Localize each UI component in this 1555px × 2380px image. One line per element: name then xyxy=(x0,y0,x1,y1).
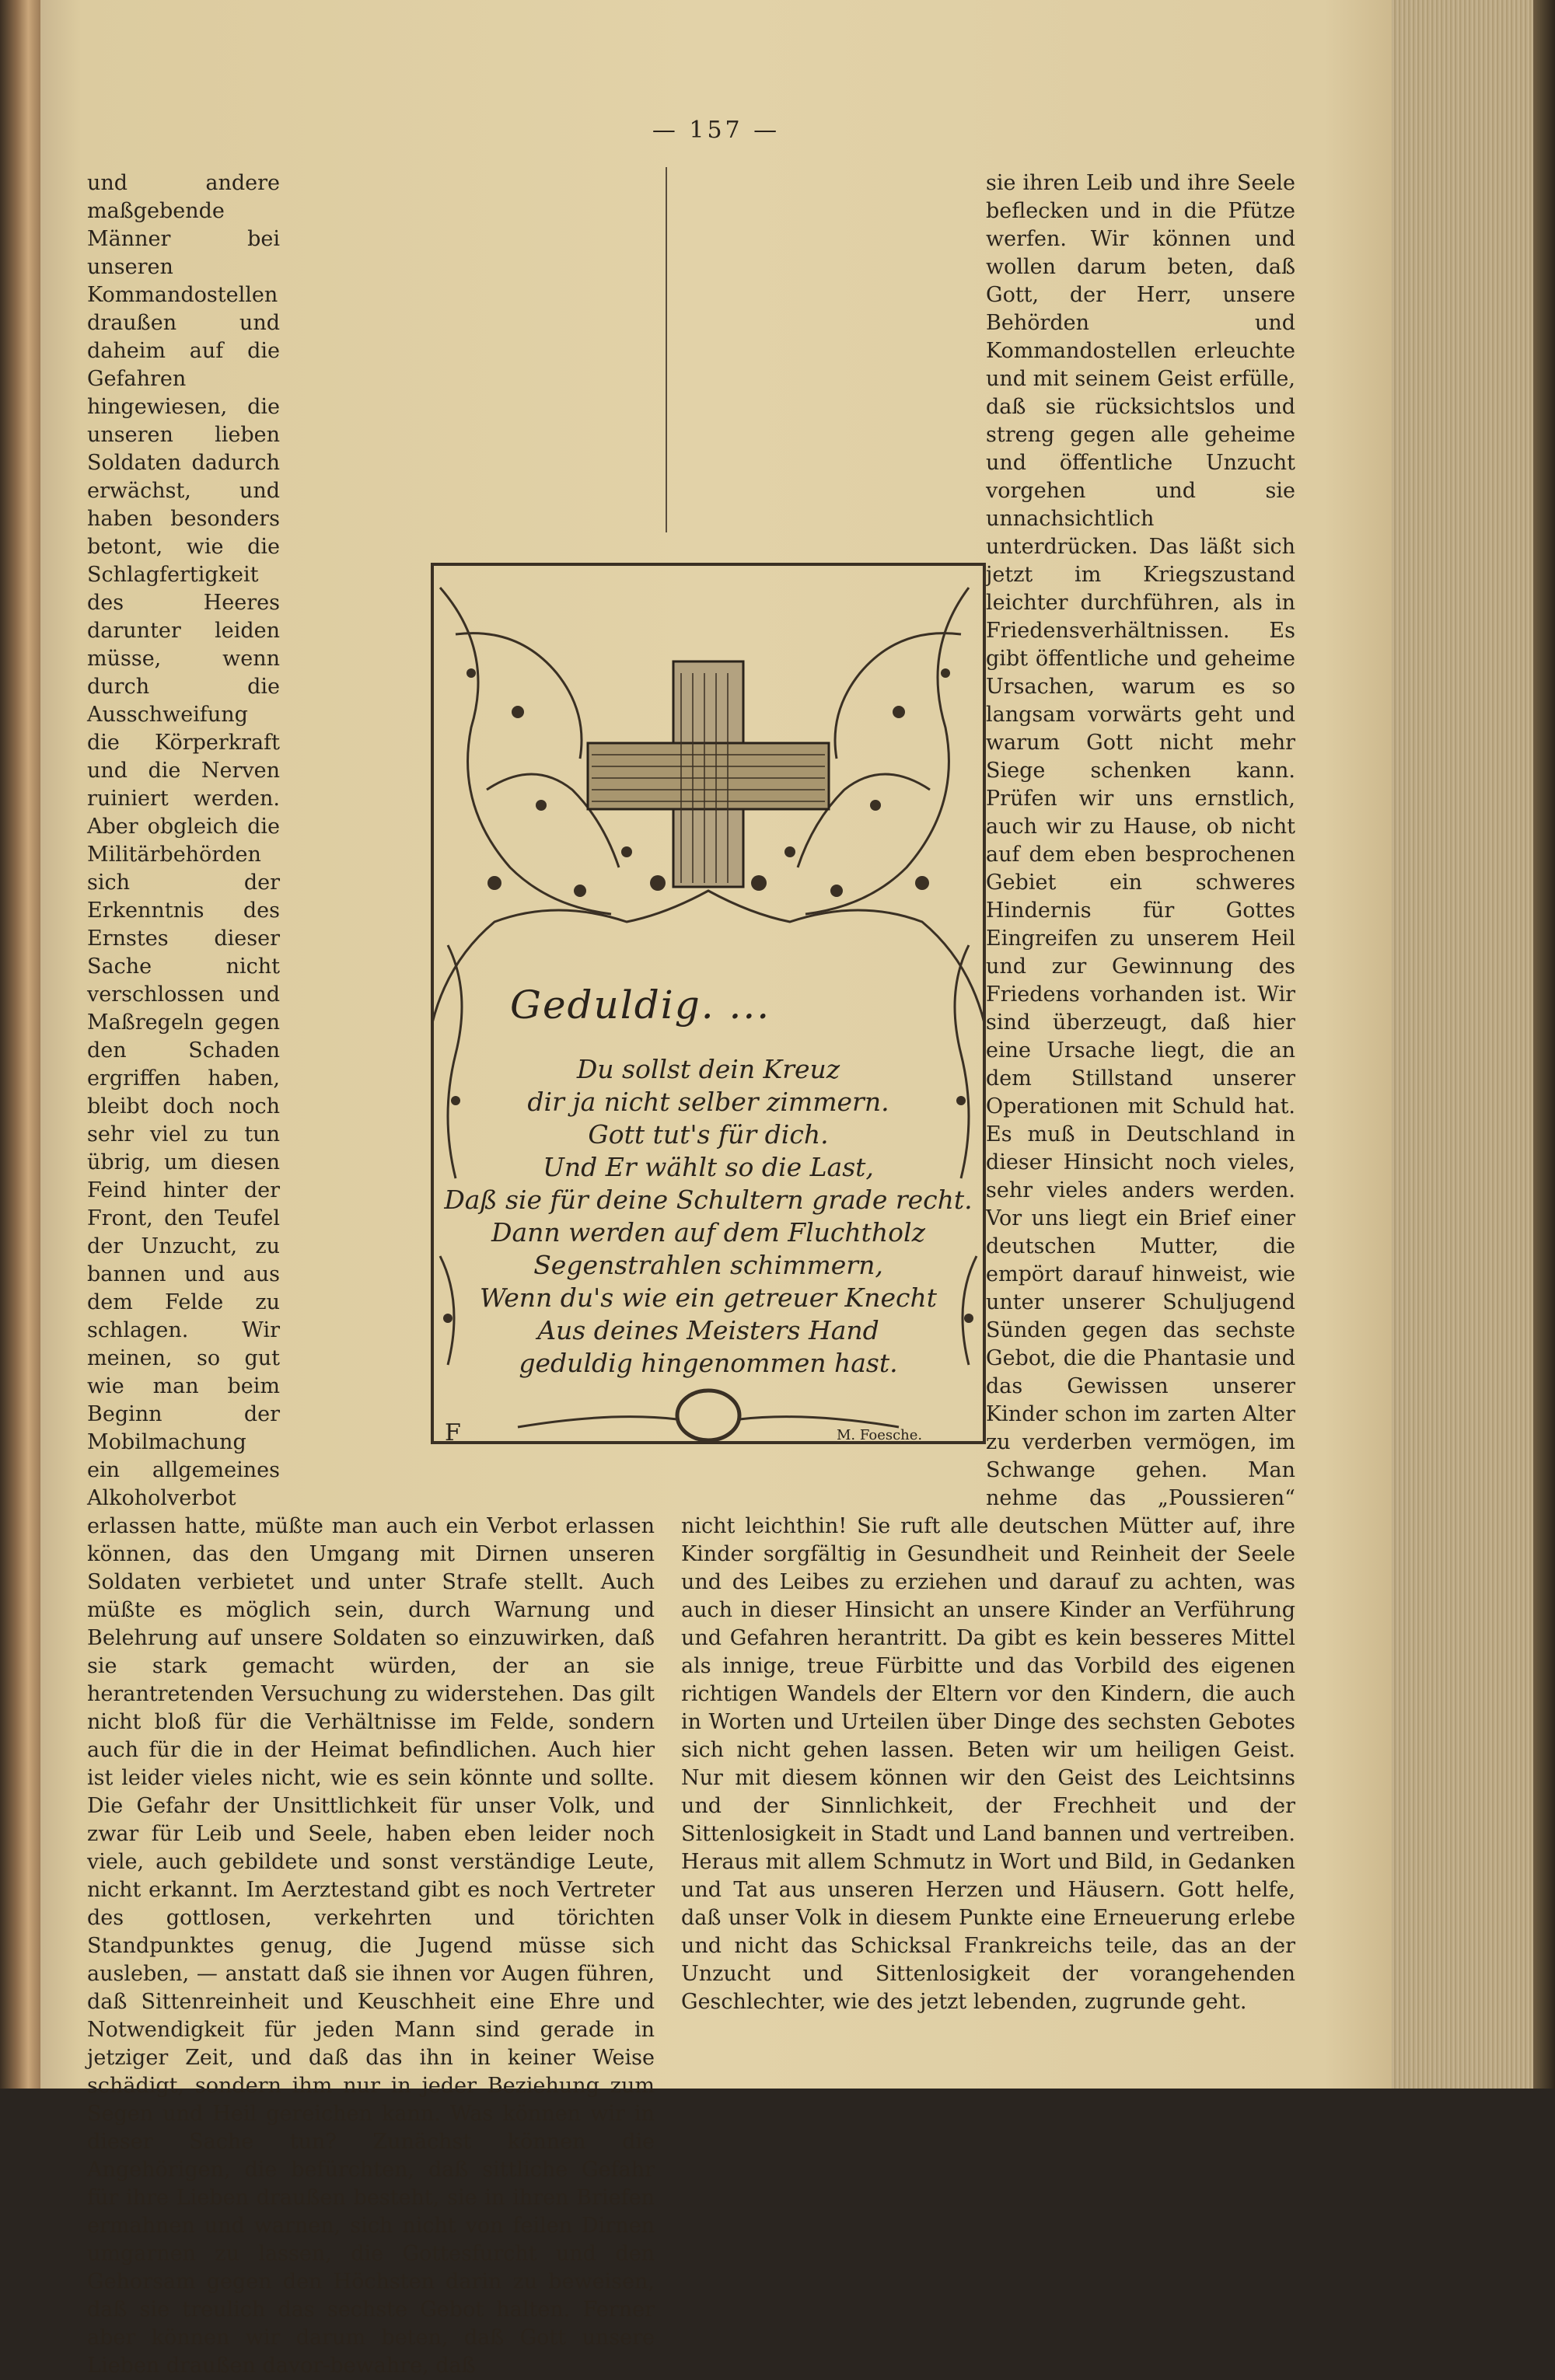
artist-monogram: F xyxy=(445,1419,461,1446)
book-spine-left xyxy=(0,0,40,2089)
book-page-edges-right xyxy=(1392,0,1555,2089)
cross-illustration xyxy=(425,557,992,1461)
artist-signature: M. Foesche. xyxy=(837,1427,923,1443)
right-column-text: sie ihren Leib und ihre Seele beflecken und in die Pfütze werfen. Wir können und wollen darum beten, daß Gott, der Herr, unsere Behörden und Kommandostellen erleuchte und mit seinem Geist erfülle, daß sie rücksichtslos und streng gegen alle geheime und öffentliche Unzucht vorgehen und sie unnachsichtlich unterdrücken. Das läßt sich jetzt im Kriegszustand leichter durchführen, als in Friedensverhältnissen. Es gibt öffentliche und geheime Ursachen, warum es so langsam vorwärts geht und warum Gott nicht mehr Siege schenken kann. Prüfen wir uns ernstlich, auch wir zu Hause, ob nicht auf dem eben besprochenen Gebiet ein schweres Hindernis für Gottes Eingreifen zu unserem Heil und zur Gewinnung des Friedens vorhanden ist. Wir sind überzeugt, daß hier eine Ursache liegt, die an dem Stillstand unserer Operationen mit Schuld hat. Es muß in Deutschland in dieser Hinsicht noch vieles, sehr vieles anders werden. Vor uns liegt ein Brief einer deutschen Mutter, die empört darauf hinweist, wie unter unserer Schuljugend Sünden gegen das sechste Gebot, die die Phantasie und das Gewissen unserer Kinder schon im zarten Alter zu verderben vermögen, im Schwange gehen. Man nehme das „Poussieren“ nicht leichthin! Sie ruft alle deutschen Mütter auf, ihre Kinder sorgfältig in Gesundheit und Reinheit der Seele und des Leibes zu erziehen und darauf zu achten, was auch in dieser Hinsicht an unsere Kinder an Verführung und Gefahren herantritt. Da gibt es kein besseres Mittel als innige, treue Fürbitte und das Vorbild des eigenen richtigen Wandels der Eltern vor den Kindern, die auch in Worten und Urteilen über Dinge des sechsten Gebotes sich nicht gehen lassen. Beten wir um heiligen Geist. Nur mit diesem können wir den Geist des Leichtsinns und der Sinnlichkeit, der Frechheit und der Sittenlosigkeit in Stadt und Land bannen und vertreiben. Heraus mit allem Schmutz in Wort und Bild, in Gedanken und Tat aus unseren Herzen und Häusern. Gott helfe, daß unser Volk in diesem Punkte eine Erneuerung erlebe und nicht das Schicksal Frankreichs teile, das an der Unzucht und Sittenlosigkeit der vorangehenden Geschlechter, wie des jetzt lebenden, zugrunde geht. xyxy=(681,171,1295,2014)
book-page xyxy=(40,0,1392,2378)
poem-block xyxy=(425,557,992,1461)
poem-title: Geduldig. ... xyxy=(510,982,771,1028)
poem-line: dir ja nicht selber zimmern. xyxy=(527,1087,889,1117)
column-divider xyxy=(666,167,667,532)
poem-line: Dann werden auf dem Fluchtholz xyxy=(491,1217,925,1248)
poem-line: Wenn du's wie ein getreuer Knecht xyxy=(480,1282,937,1313)
left-column-text: und andere maßgebende Männer bei unseren Kommandostellen draußen und daheim auf die Gefahren hingewiesen, die unseren lieben Soldaten dadurch erwächst, und haben besonders betont, wie die Schlagfertigkeit des Heeres darunter leiden müsse, wenn durch die Ausschweifung die Körperkraft und die Nerven ruiniert werden. Aber obgleich die Militärbehörden sich der Erkenntnis des Ernstes dieser Sache nicht verschlossen und Maßregeln gegen den Schaden ergriffen haben, bleibt doch noch sehr viel zu tun übrig, um diesen Feind hinter der Front, den Teufel der Unzucht, zu bannen und aus dem Felde zu schlagen. Wir meinen, so gut wie man beim Beginn der Mobilmachung ein allgemeines Alkoholverbot erlassen hatte, müßte man auch ein Verbot erlassen können, das den Umgang mit Dirnen unseren Soldaten verbietet und unter Strafe stellt. Auch müßte es möglich sein, durch Warnung und Belehrung auf unsere Soldaten so einzuwirken, daß sie stark gemacht würden, der an sie herantretenden Versuchung zu widerstehen. Das gilt nicht bloß für die Verhältnisse im Felde, sondern auch für die in der Heimat befindlichen. Auch hier ist leider vieles nicht, wie es sein könnte und sollte. Die Gefahr der Unsittlichkeit für unser Volk, und zwar für Leib und Seele, haben eben leider noch viele, auch gebildete und sonst verständige Leute, nicht erkannt. Im Aerztestand gibt es noch Vertreter des gottlosen, verkehrten und törichten Standpunktes genug, die Jugend müsse sich ausleben, — anstatt daß sie ihnen vor Augen führen, daß Sittenreinheit und Keuschheit eine Ehre und Notwendigkeit für jeden Mann sind gerade in jetziger Zeit, und daß das ihn in keiner Weise schädigt, sondern ihm nur in jeder Beziehung zum Segen und Heil gereichen kann. Was können wir in dieser Sache tun? Zunächst können die Angehörigen, die befürchten, daß sittliche Gefahr für ihre Lieben draußen besteht, sie in ihren Briefen ermahnen und warnen, sich nicht von feilen Dirnen umgarnen zu lassen, die Gottesfurcht und den Gehorsam gegen den Höchsten darin zu beweisen, daß sie treulich das sechste Gebot halten. Ferner aber können wir darum beten, daß Gott unsere Lieben draußen davor-bewahre, daß xyxy=(87,171,655,2378)
poem-line: Und Er wählt so die Last, xyxy=(543,1152,874,1182)
poem-line: Du sollst dein Kreuz xyxy=(576,1054,840,1084)
poem-line: geduldig hingenommen hast. xyxy=(519,1348,898,1378)
poem-line: Aus deines Meisters Hand xyxy=(537,1315,879,1345)
poem-line: Daß sie für deine Schultern grade recht. xyxy=(444,1185,973,1215)
poem-line: Gott tut's für dich. xyxy=(588,1119,829,1150)
poem-line: Segenstrahlen schimmern, xyxy=(533,1250,883,1280)
page-number: — 157 — xyxy=(652,117,781,144)
